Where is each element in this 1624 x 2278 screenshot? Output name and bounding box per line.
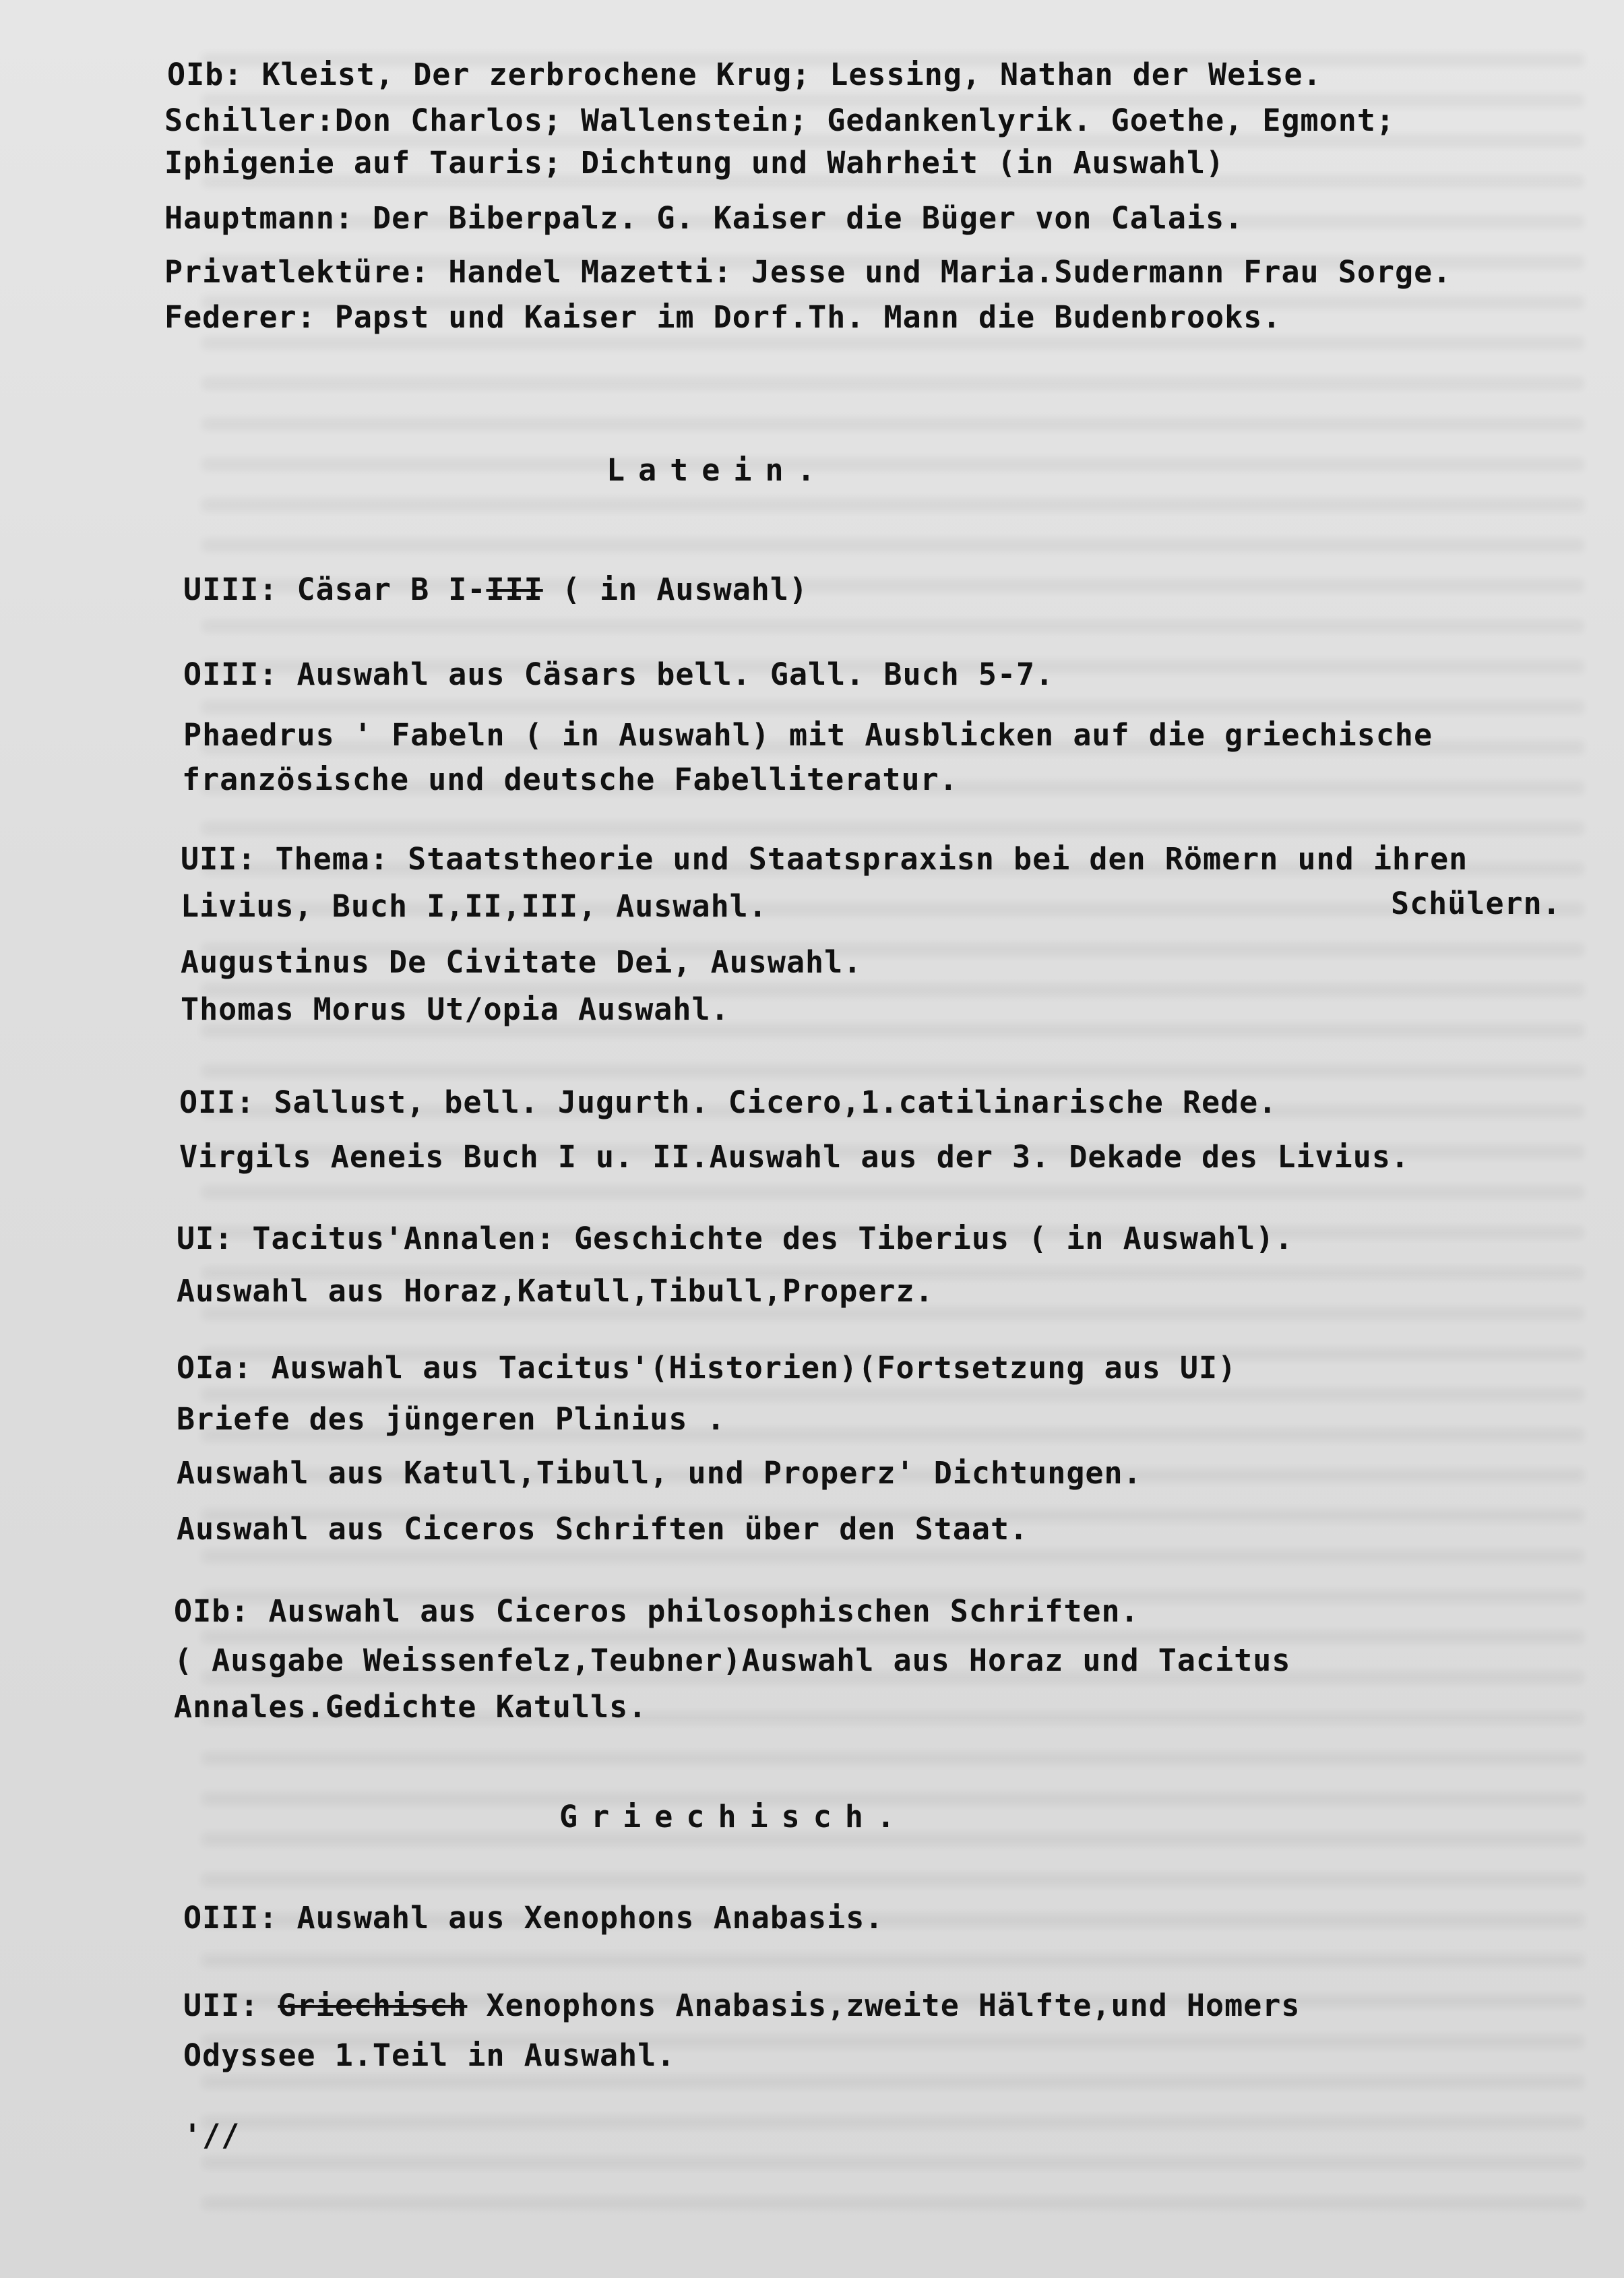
deutsch-line-3: Iphigenie auf Tauris; Dichtung und Wahrheit (in Auswahl) [164, 145, 1225, 181]
deutsch-line-5: Privatlektüre: Handel Mazetti: Jesse und Maria.Sudermann Frau Sorge. [164, 254, 1452, 290]
latein-uii-line-4: Thomas Morus Ut/opia Auswahl. [181, 991, 730, 1027]
latein-uiii-prefix: UIII: Cäsar B I- [183, 572, 487, 607]
latein-oib-line-3: Annales.Gedichte Katulls. [174, 1689, 648, 1725]
latein-oia-line-1: OIa: Auswahl aus Tacitus'(Historien)(Fortsetzung aus UI) [177, 1350, 1237, 1386]
griechisch-uii-line-1 [183, 1990, 1300, 2021]
latein-oia-line-2: Briefe des jüngeren Plinius . [177, 1401, 726, 1437]
deutsch-line-1: OIb: Kleist, Der zerbrochene Krug; Lessing, Nathan der Weise. [167, 57, 1322, 92]
griechisch-uii-line-2: Odyssee 1.Teil in Auswahl. [183, 2037, 676, 2073]
latein-uiii-struck: III [486, 572, 543, 607]
latein-oia-line-4: Auswahl aus Ciceros Schriften über den Staat. [177, 1511, 1029, 1547]
latein-ui-line-1: UI: Tacitus'Annalen: Geschichte des Tiberius ( in Auswahl). [177, 1221, 1294, 1256]
latein-oib-line-2: ( Ausgabe Weissenfelz,Teubner)Auswahl aus Horaz und Tacitus [174, 1642, 1291, 1678]
griechisch-uii-prefix: UII: [183, 1988, 278, 2023]
latein-oii-line-1: OII: Sallust, bell. Jugurth. Cicero,1.catilinarische Rede. [179, 1084, 1278, 1120]
latein-oib-line-1: OIb: Auswahl aus Ciceros philosophischen Schriften. [174, 1593, 1139, 1629]
latein-oiii-line-1: OIII: Auswahl aus Cäsars bell. Gall. Buch 5-7. [183, 656, 1055, 692]
griechisch-uii-suffix: Xenophons Anabasis,zweite Hälfte,und Homers [467, 1988, 1301, 2023]
latein-uii-line-2: Livius, Buch I,II,III, Auswahl. [181, 888, 768, 924]
latein-uii-line-2b: Schülern. [1391, 886, 1561, 921]
latein-ui-line-2: Auswahl aus Horaz,Katull,Tibull,Properz. [177, 1273, 934, 1309]
griechisch-oiii: OIII: Auswahl aus Xenophons Anabasis. [183, 1900, 884, 1936]
griechisch-uii-struck: Griechisch [278, 1988, 468, 2023]
end-mark: '// [183, 2118, 241, 2153]
deutsch-line-2: Schiller:Don Charlos; Wallenstein; Gedankenlyrik. Goethe, Egmont; [164, 102, 1395, 138]
latein-uiii-suffix: ( in Auswahl) [542, 572, 809, 607]
latein-oia-line-3: Auswahl aus Katull,Tibull, und Properz' Dichtungen. [177, 1455, 1142, 1491]
latein-heading: Latein. [606, 452, 829, 488]
latein-oii-line-2: Virgils Aeneis Buch I u. II.Auswahl aus der 3. Dekade des Livius. [179, 1139, 1410, 1175]
latein-oiii-line-3: französische und deutsche Fabelliteratur. [182, 762, 958, 797]
griechisch-heading: Griechisch. [559, 1799, 909, 1835]
latein-oiii-line-2: Phaedrus ' Fabeln ( in Auswahl) mit Ausblicken auf die griechische [183, 717, 1433, 753]
latein-uii-line-3: Augustinus De Civitate Dei, Auswahl. [181, 944, 863, 980]
deutsch-line-6: Federer: Papst und Kaiser im Dorf.Th. Mann die Budenbrooks. [164, 299, 1282, 335]
latein-uiii [183, 574, 808, 605]
latein-uii-line-1: UII: Thema: Staatstheorie und Staatspraxisn bei den Römern und ihren [181, 841, 1468, 877]
deutsch-line-4: Hauptmann: Der Biberpalz. G. Kaiser die Büger von Calais. [164, 200, 1244, 236]
